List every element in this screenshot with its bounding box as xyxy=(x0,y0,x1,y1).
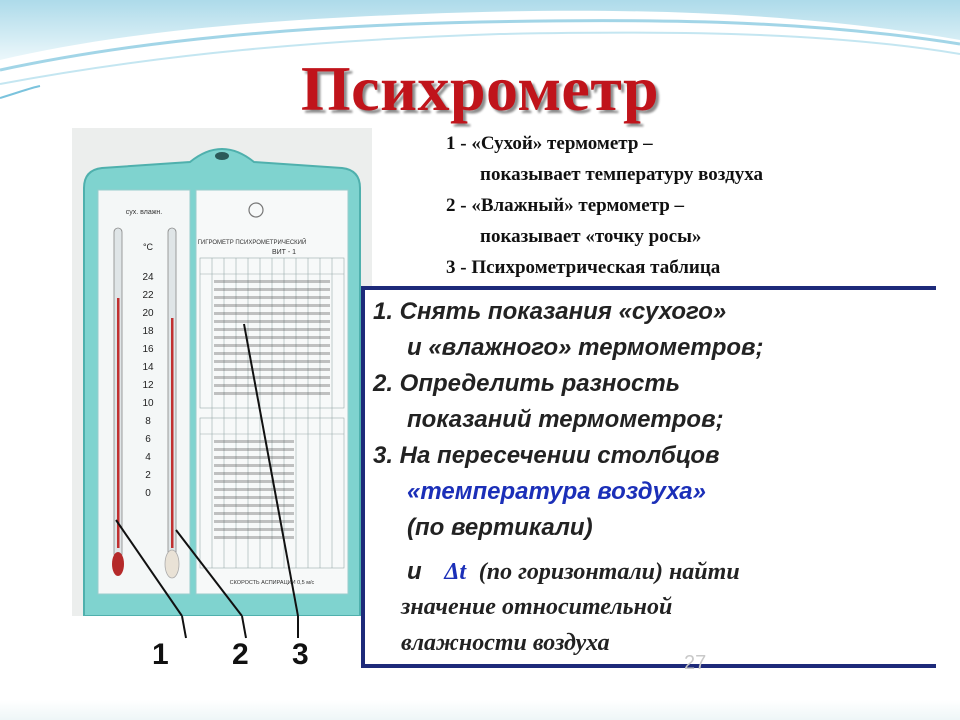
legend-item-table: 3 - Психрометрическая таблица xyxy=(446,257,721,278)
scale-tick: 24 xyxy=(142,272,154,283)
scale-tick: 2 xyxy=(145,470,151,481)
scale-tick: 0 xyxy=(145,488,151,499)
pointer-label-3: 3 xyxy=(292,638,309,671)
step-3-line-1: 3. На пересечении столбцов xyxy=(373,442,720,469)
table-title: ГИГРОМЕТР ПСИХРОМЕТРИЧЕСКИЙ xyxy=(197,240,307,246)
legend-item-dry: 1 - «Сухой» термометр – xyxy=(446,133,653,154)
scale-tick: 16 xyxy=(142,344,154,355)
step-1-line-1: 1. Снять показания «сухого» xyxy=(373,298,727,325)
legend-item-wet: 2 - «Влажный» термометр – xyxy=(446,195,685,216)
brand-label: сух. влажн. xyxy=(125,209,163,216)
delta-t-symbol: Δt xyxy=(444,559,467,585)
step-2-line-2: показаний термометров; xyxy=(407,406,724,433)
step-3-horizontal: (по горизонтали) найти xyxy=(478,559,740,585)
step-3-line-5: значение относительной xyxy=(401,594,673,620)
legend-item-dry-desc: показывает температуру воздуха xyxy=(480,164,763,185)
slide-number: 27 xyxy=(684,652,707,674)
scale-tick: 12 xyxy=(142,380,154,391)
pointer-label-2: 2 xyxy=(232,638,249,671)
step-3-line-6: влажности воздуха xyxy=(401,630,610,656)
instructions-box xyxy=(361,286,936,668)
step-3-line-3: (по вертикали) xyxy=(407,514,593,541)
scale-tick: 8 xyxy=(145,416,151,427)
scale-tick: 22 xyxy=(142,290,154,301)
scale-tick: 6 xyxy=(145,434,151,445)
step-3-and: и xyxy=(407,558,422,585)
scale-tick: 20 xyxy=(142,308,154,319)
scale-tick: 10 xyxy=(142,398,154,409)
legend-item-wet-desc: показывает «точку росы» xyxy=(480,226,702,247)
scale-tick: 4 xyxy=(145,452,151,463)
model-label: ВИТ - 1 xyxy=(271,249,297,256)
step-3-line-4 xyxy=(407,558,740,586)
legend-list xyxy=(446,128,946,283)
footer-band xyxy=(0,700,960,720)
page-title: Психрометр xyxy=(300,53,660,124)
scale-unit: °C xyxy=(142,242,154,252)
step-2-line-1: 2. Определить разность xyxy=(373,370,680,397)
table-footer: СКОРОСТЬ АСПИРАЦИИ 0,5 м/с xyxy=(229,580,315,586)
step-3-highlight: «температура воздуха» xyxy=(407,478,706,505)
scale-tick: 14 xyxy=(142,362,154,373)
pointer-label-1: 1 xyxy=(152,638,169,671)
psychrometer-photo xyxy=(72,128,372,616)
scale-tick: 18 xyxy=(142,326,154,337)
step-1-line-2: и «влажного» термометров; xyxy=(407,334,764,361)
